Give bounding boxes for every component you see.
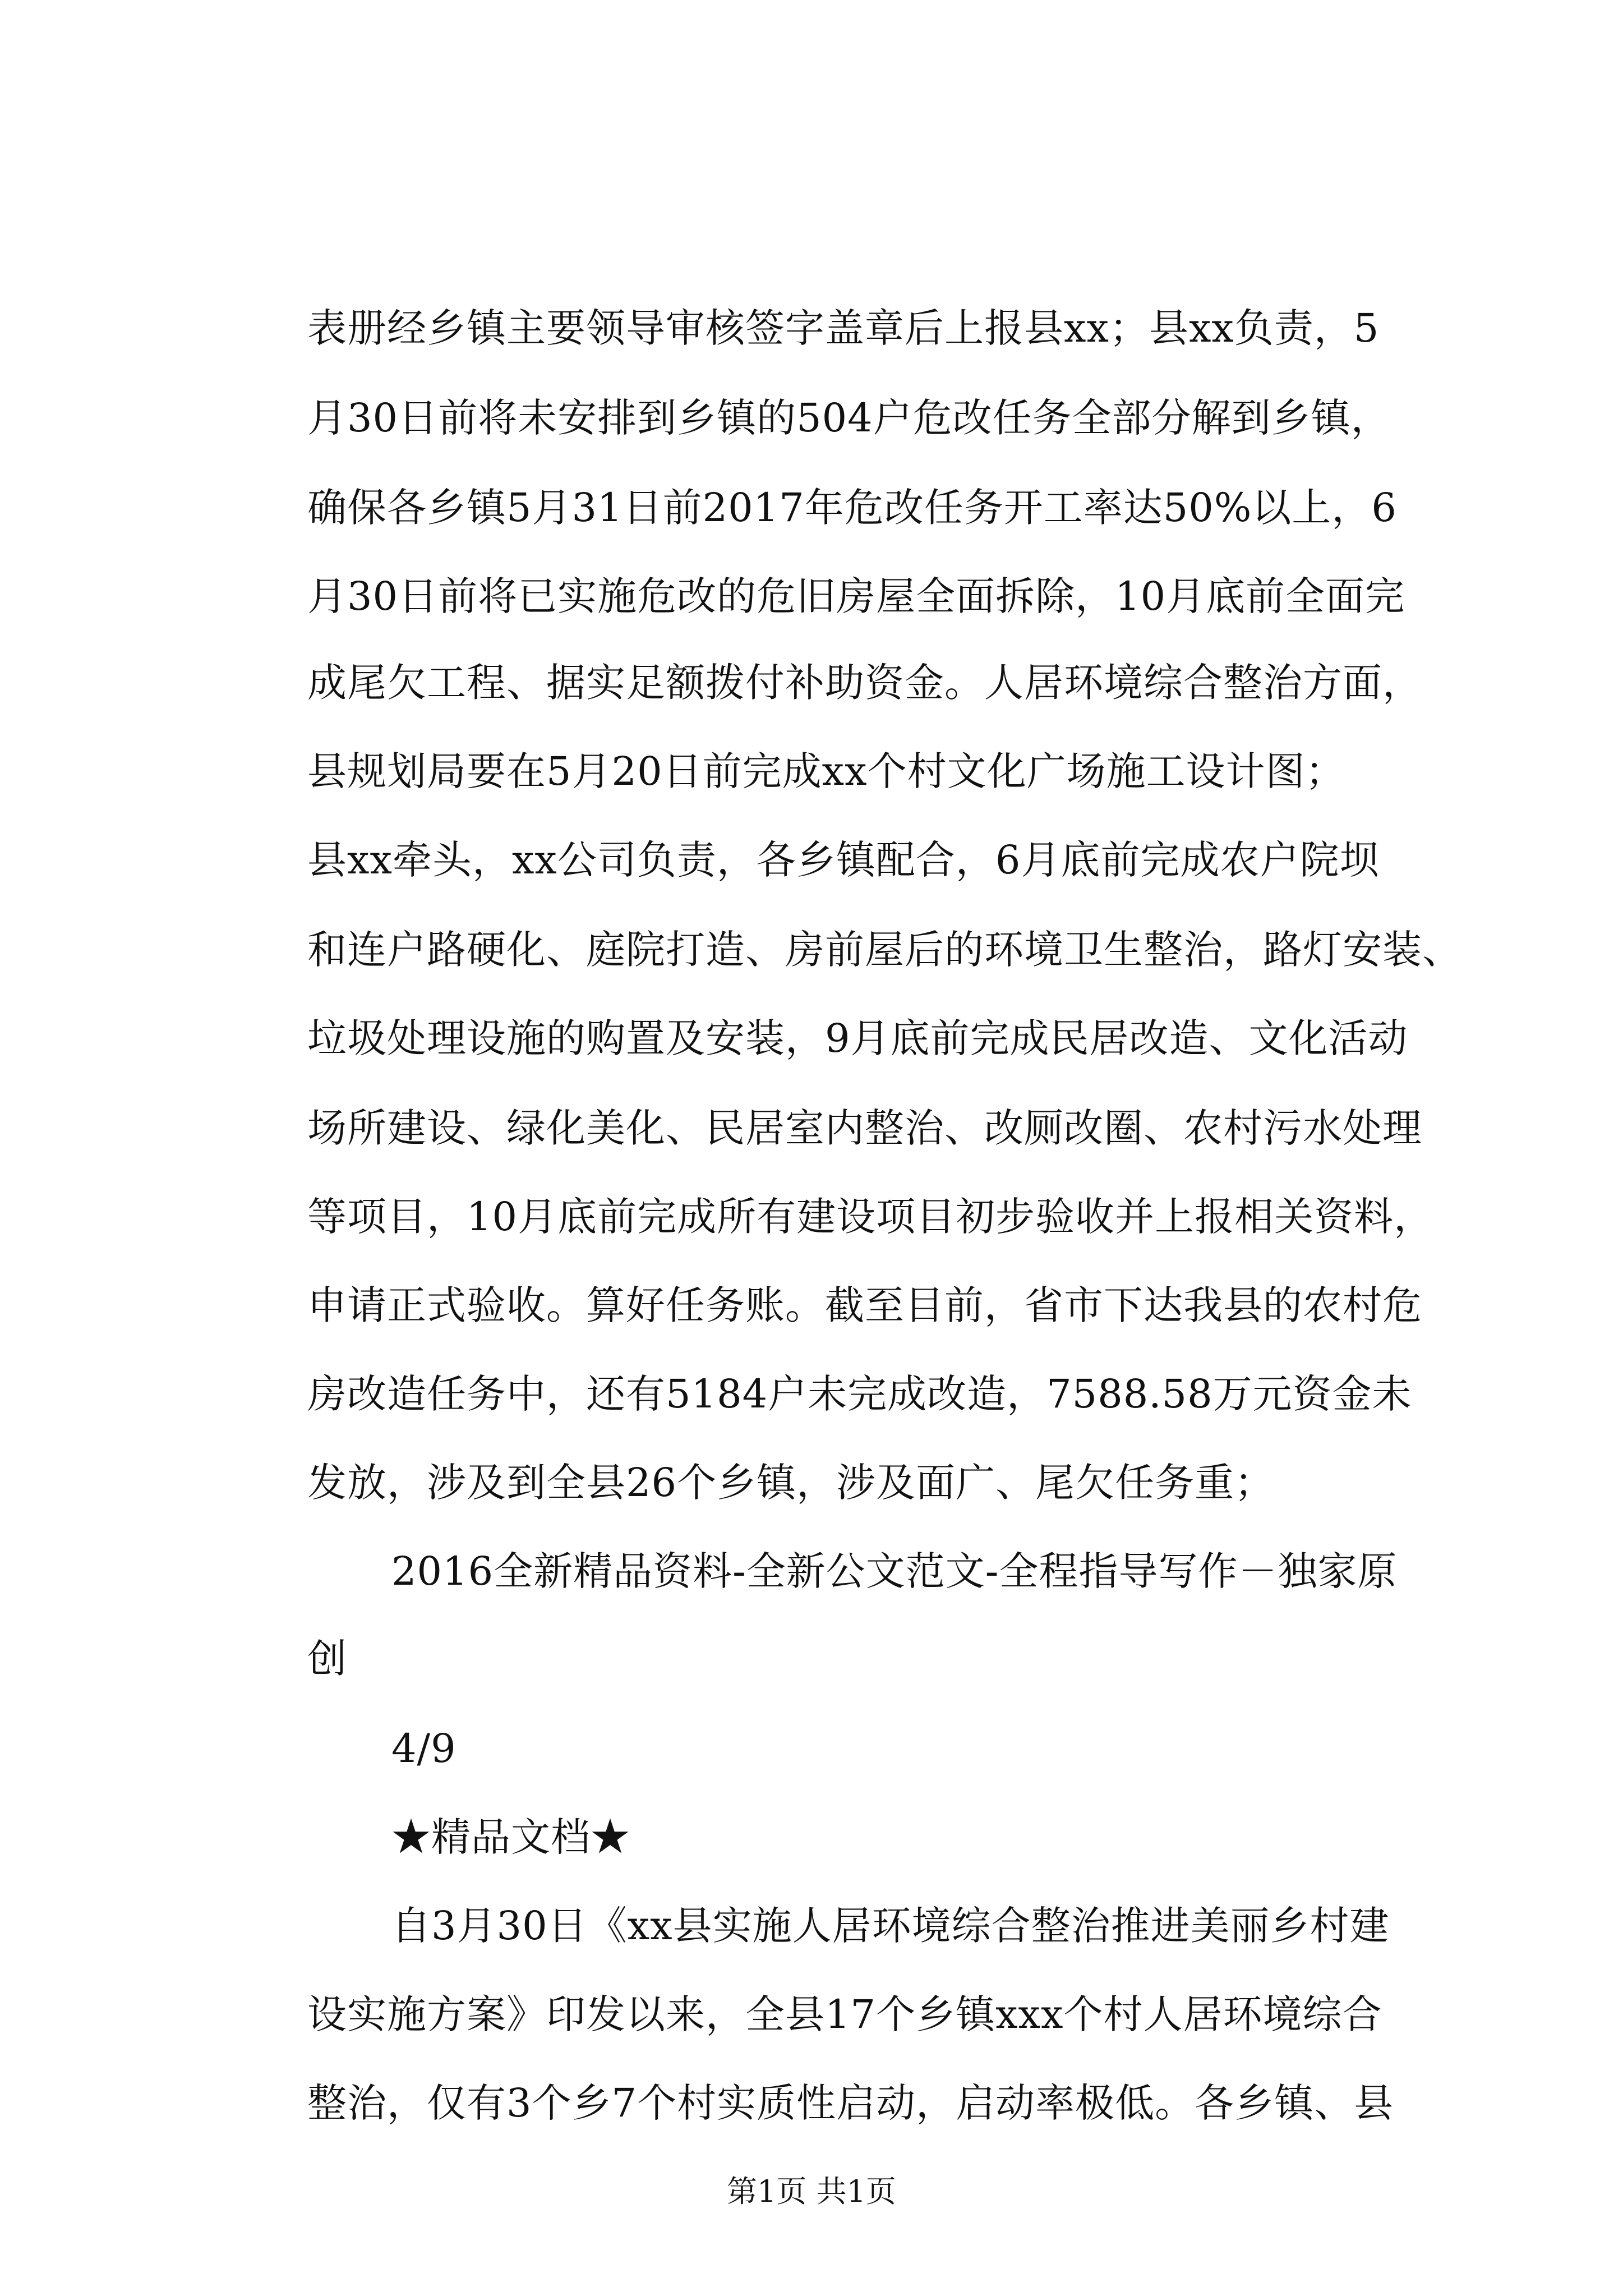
text-line-13: 房改造任务中，还有5184户未完成改造，7588.58万元资金未: [307, 1371, 1412, 1417]
text-line-15: 2016全新精品资料-全新公文范文-全程指导写作－独家原: [391, 1548, 1398, 1594]
text-line-21: 整治，仅有3个乡7个村实质性启动，启动率极低。各乡镇、县: [307, 2080, 1394, 2126]
text-line-6: 县规划局要在5月20日前完成xx个村文化广场施工设计图；: [307, 748, 1345, 794]
text-line-12: 申请正式验收。算好任务账。截至目前，省市下达我县的农村危: [307, 1282, 1422, 1328]
text-line-7: 县xx牵头，xx公司负责，各乡镇配合，6月底前完成农户院坝: [307, 837, 1380, 883]
text-line-4: 月30日前将已实施危改的危旧房屋全面拆除，10月底前全面完: [307, 573, 1405, 619]
text-line-3: 确保各乡镇5月31日前2017年危改任务开工率达50%以上，6: [307, 485, 1397, 531]
text-line-10: 场所建设、绿化美化、民居室内整治、改厕改圈、农村污水处理: [307, 1105, 1422, 1151]
text-line-5: 成尾欠工程、据实足额拨付补助资金。人居环境综合整治方面，: [307, 660, 1422, 706]
text-line-9: 垃圾处理设施的购置及安装，9月底前完成民居改造、文化活动: [307, 1015, 1408, 1061]
text-line-8: 和连户路硬化、庭院打造、房前屋后的环境卫生整治，路灯安装、: [307, 927, 1462, 973]
text-line-14: 发放，涉及到全县26个乡镇，涉及面广、尾欠任务重；: [307, 1460, 1275, 1506]
text-line-2: 月30日前将未安排到乡镇的504户危改任务全部分解到乡镇，: [307, 395, 1391, 441]
text-line-20: 设实施方案》印发以来，全县17个乡镇xxx个村人居环境综合: [307, 1991, 1382, 2037]
page-number-text: 4/9: [391, 1726, 457, 1772]
document-label: ★精品文档★: [391, 1814, 630, 1860]
text-line-16: 创: [307, 1636, 347, 1682]
text-line-11: 等项目，10月底前完成所有建设项目初步验收并上报相关资料，: [307, 1194, 1434, 1240]
text-line-1: 表册经乡镇主要领导审核签字盖章后上报县xx；县xx负责，5: [307, 305, 1380, 351]
text-line-19: 自3月30日《xx县实施人居环境综合整治推进美丽乡村建: [391, 1903, 1390, 1949]
page-footer: 第1页 共1页: [727, 2174, 896, 2209]
